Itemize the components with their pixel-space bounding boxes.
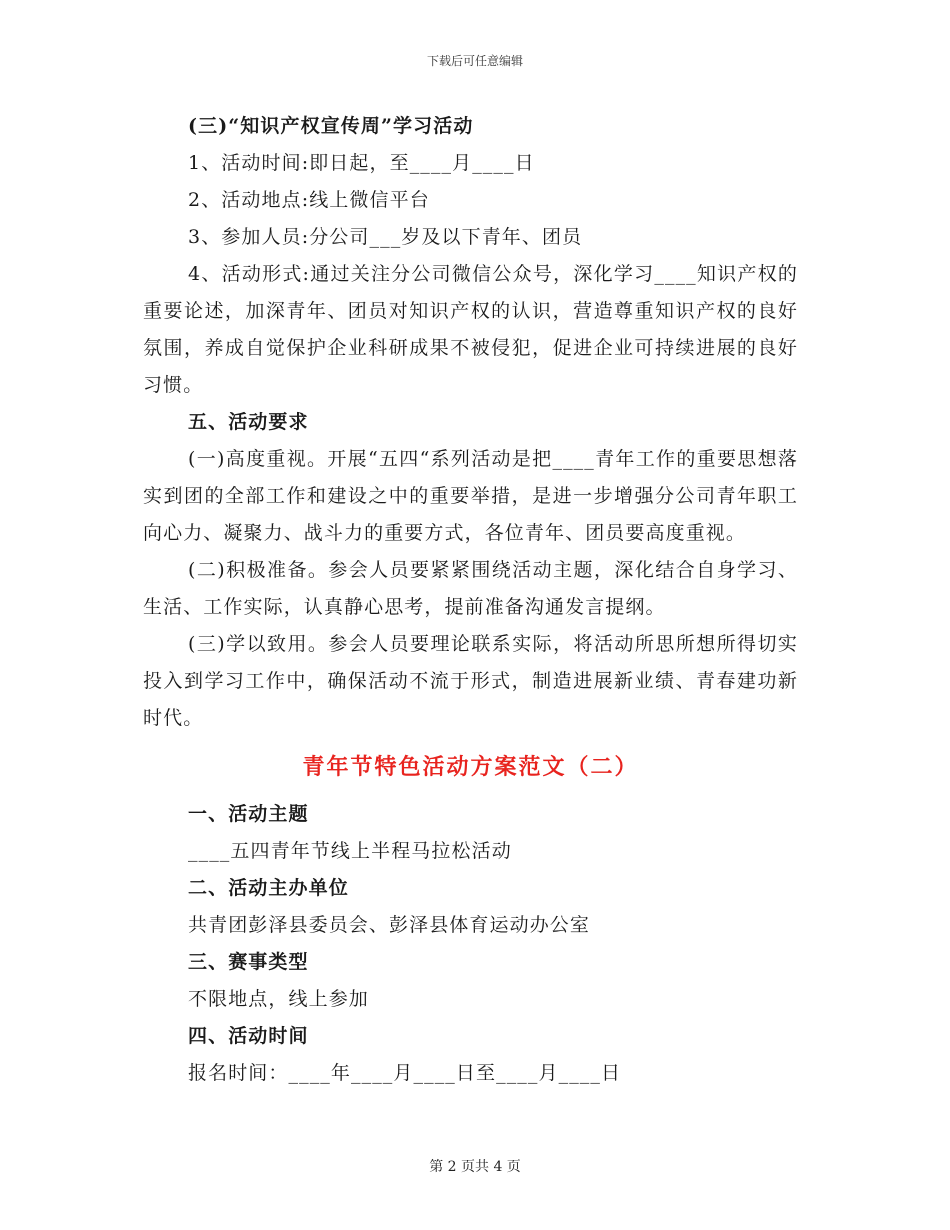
header-note: 下载后可任意编辑 bbox=[426, 54, 523, 68]
requirement-1: (一)高度重视。开展“五四“系列活动是把____青年工作的重要思想落实到团的全部工作和建设之中的重要举措，是进一步增强分公司青年职工向心力、凝聚力、战斗力的重要方式，各位青年、团员要高度重视。 bbox=[143, 448, 798, 544]
theme-heading: 一、活动主题 bbox=[188, 803, 309, 825]
document-body bbox=[143, 108, 798, 1092]
registration-time: 报名时间：____年____月____日至____月____日 bbox=[188, 1062, 622, 1084]
activity-time: 1、活动时间:即日起，至____月____日 bbox=[188, 152, 535, 174]
activity-heading: (三)“知识产权宣传周”学习活动 bbox=[188, 115, 474, 137]
section-title: 青年节特色活动方案范文（二） bbox=[302, 754, 639, 780]
organizer-heading: 二、活动主办单位 bbox=[188, 877, 349, 899]
event-type-heading: 三、赛事类型 bbox=[188, 951, 309, 973]
activity-format: 4、活动形式:通过关注分公司微信公众号，深化学习____知识产权的重要论述，加深青年、团员对知识产权的认识，营造尊重知识产权的良好氛围，养成自觉保护企业科研成果不被侵犯，促进企业可持续进展的良好习惯。 bbox=[143, 263, 798, 396]
event-type-text: 不限地点，线上参加 bbox=[188, 988, 369, 1010]
organizer-text: 共青团彭泽县委员会、彭泽县体育运动办公室 bbox=[188, 914, 591, 936]
requirement-2: (二)积极准备。参会人员要紧紧围绕活动主题，深化结合自身学习、生活、工作实际，认真静心思考，提前准备沟通发言提纲。 bbox=[143, 559, 798, 618]
event-time-heading: 四、活动时间 bbox=[188, 1025, 309, 1047]
requirements-heading: 五、活动要求 bbox=[188, 411, 309, 433]
theme-text: ____五四青年节线上半程马拉松活动 bbox=[188, 840, 512, 862]
requirement-3: (三)学以致用。参会人员要理论联系实际，将活动所思所想所得切实投入到学习工作中，确保活动不流于形式，制造进展新业绩、青春建功新时代。 bbox=[143, 633, 798, 729]
activity-location: 2、活动地点:线上微信平台 bbox=[188, 189, 430, 211]
activity-participants: 3、参加人员:分公司___岁及以下青年、团员 bbox=[188, 226, 583, 248]
page-number: 第 2 页共 4 页 bbox=[429, 1159, 521, 1175]
